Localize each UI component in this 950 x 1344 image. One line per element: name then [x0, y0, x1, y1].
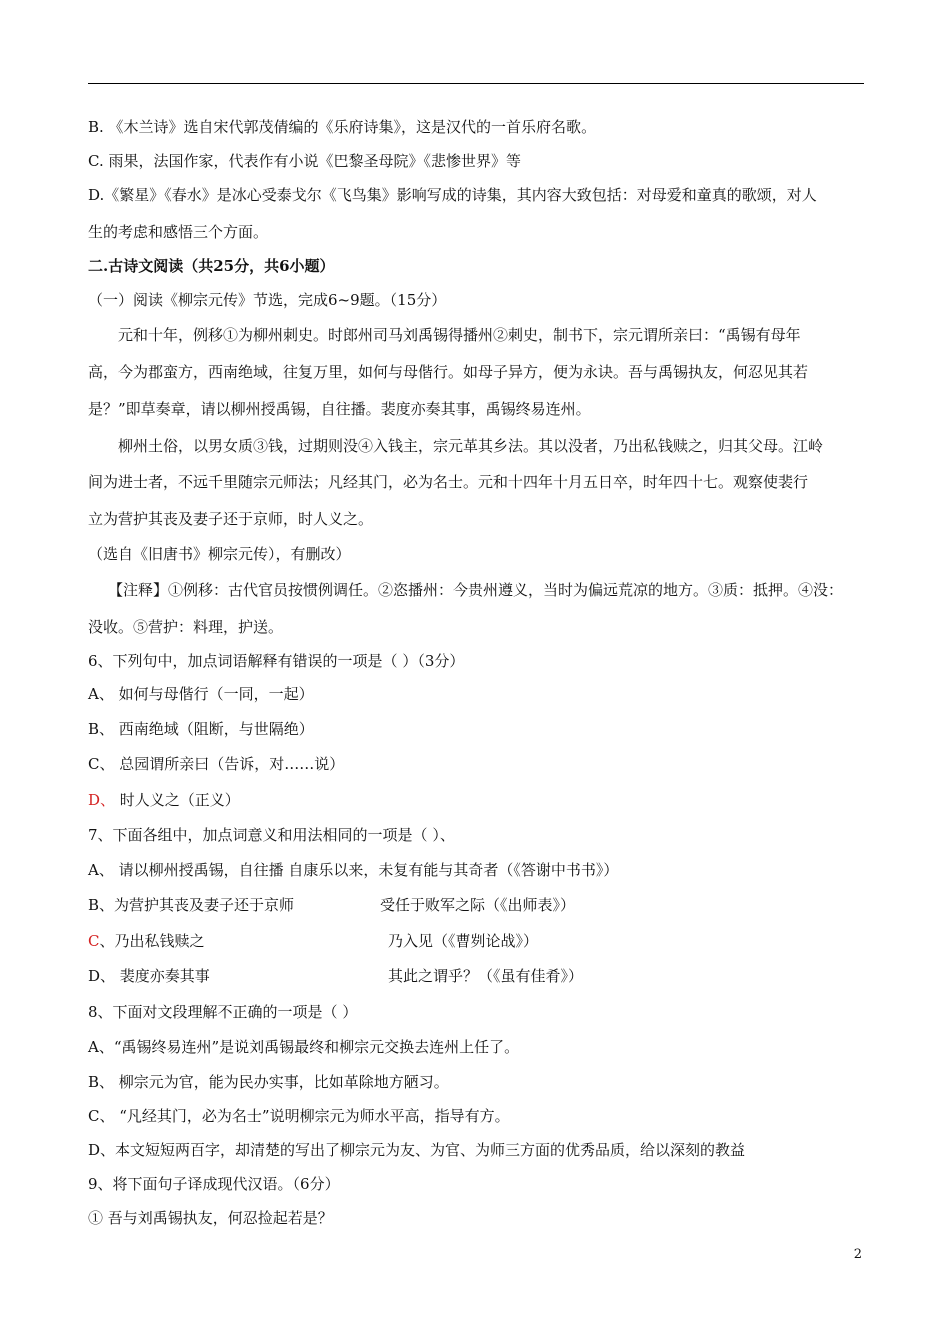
option-b-line: B. 《木兰诗》选自宋代郭茂倩编的《乐府诗集》，这是汉代的一首乐府名歌。: [88, 118, 597, 136]
option-d-line: D.《繁星》《春水》是冰心受泰戈尔《飞鸟集》影响写成的诗集，其内容大致包括：对母爱和童真的歌颂，对人: [88, 186, 817, 204]
question-7-option-b-compare: 受任于败军之际（《出师表》）: [380, 896, 576, 914]
subsection-heading: （一）阅读《柳宗元传》节选，完成6~9题。（15分）: [88, 291, 447, 309]
question-6-option-b: B、 西南绝域（阻断，与世隔绝）: [88, 720, 314, 738]
page-number: 2: [853, 1247, 862, 1262]
passage-line: 是？”即草奏章，请以柳州授禹锡，自往播。裴度亦奏其事，禹锡终易连州。: [88, 400, 591, 418]
question-9: 9、将下面句子译成现代汉语。（6分）: [88, 1175, 340, 1193]
question-8-option-b: B、 柳宗元为官，能为民办实事，比如革除地方陋习。: [88, 1073, 449, 1091]
passage-line: 柳州土俗，以男女质③钱，过期则没④入钱主，宗元革其乡法。其以没者，乃出私钱赎之，归其父母。江岭: [118, 437, 824, 455]
question-8-option-d: D、本文短短两百字，却清楚的写出了柳宗元为友、为官、为师三方面的优秀品质，给以深刻的教益: [88, 1141, 746, 1159]
question-8: 8、下面对文段理解不正确的一项是（ ）: [88, 1003, 358, 1021]
source-note: （选自《旧唐书》柳宗元传），有删改）: [88, 545, 351, 563]
header-rule: [88, 83, 864, 84]
question-7-option-d-compare: 其此之谓乎？（《虽有佳肴》）: [388, 967, 584, 985]
question-7-option-c-compare: 乃入见（《曹刿论战》）: [388, 932, 539, 950]
option-text: 时人义之（正义）: [115, 791, 240, 809]
annotation-line-cont: 没收。⑤营护：料理，护送。: [88, 618, 284, 636]
answer-mark: D、: [88, 791, 116, 809]
question-9-item-1: ① 吾与刘禹锡执友，何忍捡起若是？: [88, 1209, 333, 1227]
question-7-option-c: [88, 931, 205, 951]
passage-line: 高，今为郡蛮方，西南绝域，往复万里，如何与母偕行。如母子异方，便为永诀。吾与禹锡执友，何忍见其若: [88, 363, 809, 381]
question-7-option-d: D、 裴度亦奏其事: [88, 967, 210, 985]
question-8-option-c: C、 “凡经其门，必为名士”说明柳宗元为师水平高，指导有方。: [88, 1107, 510, 1125]
question-8-option-a: A、“禹锡终易连州”是说刘禹锡最终和柳宗元交换去连州上任了。: [88, 1038, 520, 1056]
passage-line: 元和十年，例移①为柳州刺史。时郎州司马刘禹锡得播州②刺史，制书下，宗元谓所亲曰：“禹锡有母年: [118, 326, 801, 344]
question-7: 7、下面各组中，加点词意义和用法相同的一项是（ ）、: [88, 826, 455, 844]
question-6-option-a: A、 如何与母偕行（一同，一起）: [88, 685, 314, 703]
answer-mark: C: [88, 932, 100, 950]
option-d-line-cont: 生的考虑和感悟三个方面。: [88, 223, 269, 241]
option-c-line: C. 雨果，法国作家，代表作有小说《巴黎圣母院》《悲惨世界》等: [88, 152, 521, 170]
question-6: 6、下列句中，加点词语解释有错误的一项是（ ）（3分）: [88, 652, 465, 670]
question-7-option-b: B、为营护其丧及妻子还于京师: [88, 896, 295, 914]
option-text: 、乃出私钱赎之: [99, 932, 205, 950]
passage-line: 立为营护其丧及妻子还于京师，时人义之。: [88, 510, 374, 528]
question-7-option-a: A、 请以柳州授禹锡，自往播 自康乐以来，未复有能与其奇者（《答谢中书书》）: [88, 861, 619, 879]
annotation-line: 【注释】①例移：古代官员按惯例调任。②恣播州：今贵州遵义，当时为偏远荒凉的地方。③质：抵押。④没：: [108, 581, 844, 599]
section-heading: 二.古诗文阅读（共25分，共6小题）: [88, 257, 335, 275]
question-6-option-d: [88, 790, 240, 810]
question-6-option-c: C、 总园谓所亲曰（告诉，对……说）: [88, 755, 345, 773]
passage-line: 间为进士者，不远千里随宗元师法；凡经其门，必为名士。元和十四年十月五日卒，时年四十七。观察使裴行: [88, 473, 809, 491]
